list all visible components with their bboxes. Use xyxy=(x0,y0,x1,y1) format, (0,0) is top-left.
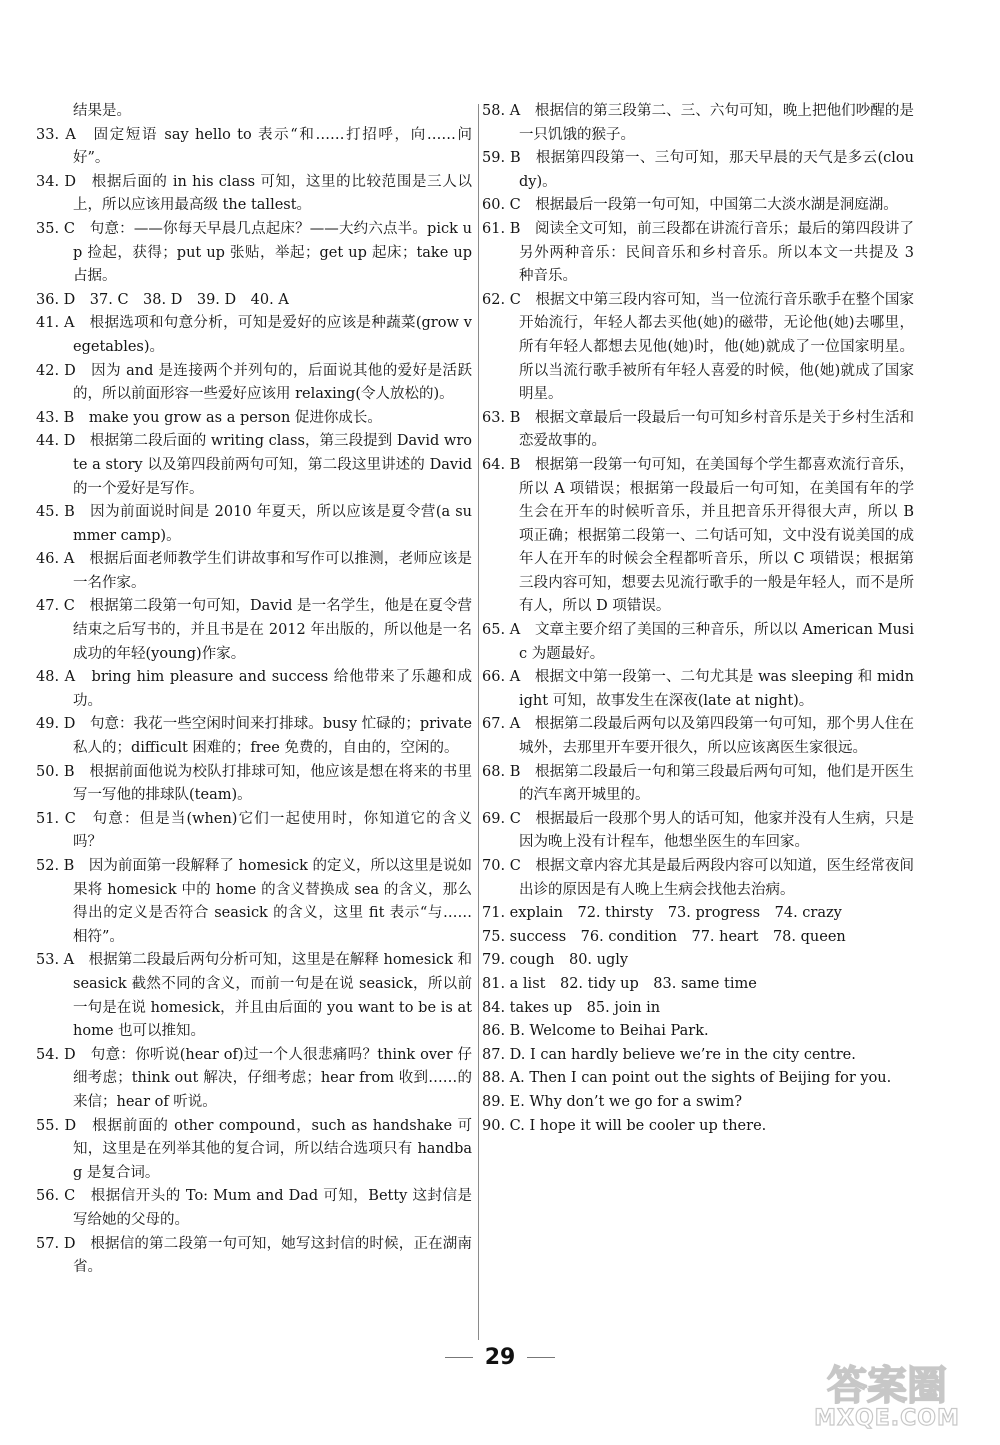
answer-column-left xyxy=(36,100,472,1280)
answer-item: 86. B. Welcome to Beihai Park. xyxy=(482,1023,709,1040)
answer-item: 结果是。 xyxy=(73,103,131,119)
answer-column-right xyxy=(482,100,914,1138)
answer-item: 87. D. I can hardly believe we’re in the city centre. xyxy=(482,1046,856,1063)
footer-dash-right xyxy=(527,1357,555,1358)
answer-item: 53. A 根据第二段最后两句分析可知，这里是在解释 homesick 和 seasick 截然不同的含义，而前一句是在说 seasick，所以前一句是在说 homesick，并且由后面的 you want to be is at home 也可以推知。 xyxy=(36,952,472,1040)
answer-item: 65. A 文章主要介绍了美国的三种音乐，所以以 American Music 为题最好。 xyxy=(482,622,914,662)
answer-item: 81. a list 82. tidy up 83. same time xyxy=(482,975,757,992)
answer-item: 67. A 根据第二段最后两句以及第四段第一句可知，那个男人住在城外，去那里开车要开很久，所以应该离医生家很远。 xyxy=(482,716,914,757)
answer-item: 54. D 句意：你听说(hear of)过一个人很悲痛吗？think over 仔细考虑；think out 解决，仔细考虑；hear from 收到……的来信；hear of 听说。 xyxy=(36,1046,472,1110)
page-number: 29 xyxy=(484,1344,516,1370)
answer-item: 75. success 76. condition 77. heart 78. queen xyxy=(482,928,846,945)
answer-item: 63. B 根据文章最后一段最后一句可知乡村音乐是关于乡村生活和恋爱故事的。 xyxy=(482,409,914,450)
answer-item: 50. B 根据前面他说为校队打排球可知，他应该是想在将来的书里写一写他的排球队(team)。 xyxy=(36,763,472,804)
answer-item: 49. D 句意：我花一些空闲时间来打排球。busy 忙碌的；private 私人的；difficult 困难的；free 免费的，自由的，空闲的。 xyxy=(36,716,472,757)
answer-item: 43. B make you grow as a person 促进你成长。 xyxy=(36,409,382,426)
answer-item: 79. cough 80. ugly xyxy=(482,952,629,969)
answer-item: 46. A 根据后面老师教学生们讲故事和写作可以推测，老师应该是一名作家。 xyxy=(36,551,472,591)
watermark-logo xyxy=(792,1355,982,1431)
answer-item: 71. explain 72. thirsty 73. progress 74. crazy xyxy=(482,905,842,922)
answer-item: 42. D 因为 and 是连接两个并列句的，后面说其他的爱好是活跃的，所以前面形容一些爱好应该用 relaxing(令人放松的)。 xyxy=(36,362,472,403)
answer-item: 84. takes up 85. join in xyxy=(482,999,661,1016)
answer-item: 52. B 因为前面第一段解释了 homesick 的定义，所以这里是说如果将 homesick 中的 home 的含义替换成 sea 的含义，那么得出的定义是否符合 seasick 的含义，这里 fit 表示“与……相符”。 xyxy=(36,858,472,945)
watermark-url: MXQE.COM xyxy=(814,1406,960,1431)
answer-item: 66. A 根据文中第一段第一、二句尤其是 was sleeping 和 midnight 可知，故事发生在深夜(late at night)。 xyxy=(482,669,914,709)
answer-item: 34. D 根据后面的 in his class 可知，这里的比较范围是三人以上，所以应该用最高级 the tallest。 xyxy=(36,173,472,214)
answer-item: 55. D 根据前面的 other compound，such as handshake 可知，这里是在列举其他的复合词，所以结合选项只有 handbag 是复合词。 xyxy=(36,1117,472,1181)
watermark-chars: 答案圈 xyxy=(827,1363,947,1409)
answer-item: 58. A 根据信的第三段第二、三、六句可知，晚上把他们吵醒的是一只饥饿的猴子。 xyxy=(482,103,914,143)
answer-item: 51. C 句意：但是当(when)它们一起使用时，你知道它的含义吗？ xyxy=(36,810,472,851)
answer-item: 57. D 根据信的第二段第一句可知，她写这封信的时候，正在湖南省。 xyxy=(36,1235,472,1276)
answer-item: 89. E. Why don’t we go for a swim? xyxy=(482,1093,743,1110)
answer-item: 61. B 阅读全文可知，前三段都在讲流行音乐；最后的第四段讲了另外两种音乐：民间音乐和乡村音乐。所以本文一共提及 3 种音乐。 xyxy=(482,220,914,285)
answer-item: 59. B 根据第四段第一、三句可知，那天早晨的天气是多云(cloudy)。 xyxy=(482,150,914,190)
answer-item: 68. B 根据第二段最后一句和第三段最后两句可知，他们是开医生的汽车离开城里的。 xyxy=(482,763,914,804)
answer-item: 36. D 37. C 38. D 39. D 40. A xyxy=(36,291,289,308)
answer-item: 35. C 句意：——你每天早晨几点起床？——大约六点半。pick up 捡起，获得；put up 张贴，举起；get up 起床；take up 占据。 xyxy=(36,220,472,285)
answer-item: 41. A 根据选项和句意分析，可知是爱好的应该是种蔬菜(grow vegetables)。 xyxy=(36,315,472,355)
answer-item: 47. C 根据第二段第一句可知，David 是一名学生，他是在夏令营结束之后写书的，并且书是在 2012 年出版的，所以他是一名成功的年轻(young)作家。 xyxy=(36,598,472,662)
answer-item: 90. C. I hope it will be cooler up there. xyxy=(482,1117,767,1134)
answer-item: 44. D 根据第二段后面的 writing class，第三段提到 David wrote a story 以及第四段前两句可知，第二段这里讲述的 David 的一个爱好是写作。 xyxy=(36,433,472,497)
answer-item: 64. B 根据第一段第一句可知，在美国每个学生都喜欢流行音乐，所以 A 项错误；根据第一段最后一句可知，在美国有年的学生会在开车的时候听音乐，并且把音乐开得很大声，所以 B 项正确；根据第二段第一、二句话可知，文中没有说美国的成年人在开车的时候会全程都听音乐，所以 C 项错误；根据第三段内容可知，想要去见流行歌手的一般是年轻人，而不是所有人，所以 D 项错误。 xyxy=(482,456,914,615)
answer-item: 69. C 根据最后一段那个男人的话可知，他家并没有人生病，只是因为晚上没有计程车，他想坐医生的车回家。 xyxy=(482,810,914,851)
answer-item: 70. C 根据文章内容尤其是最后两段内容可以知道，医生经常夜间出诊的原因是有人晚上生病会找他去治病。 xyxy=(482,858,914,898)
answer-item: 60. C 根据最后一段第一句可知，中国第二大淡水湖是洞庭湖。 xyxy=(482,197,898,214)
answer-item: 48. A bring him pleasure and success 给他带来了乐趣和成功。 xyxy=(36,669,472,709)
column-divider xyxy=(478,104,479,1340)
answer-item: 88. A. Then I can point out the sights of Beijing for you. xyxy=(482,1070,892,1087)
answer-item: 45. B 因为前面说时间是 2010 年夏天，所以应该是夏令营(a summer camp)。 xyxy=(36,504,472,544)
answer-item: 56. C 根据信开头的 To: Mum and Dad 可知，Betty 这封信是写给她的父母的。 xyxy=(36,1188,472,1228)
answer-item: 33. A 固定短语 say hello to 表示“和……打招呼，向……问好”。 xyxy=(36,126,472,167)
answer-item: 62. C 根据文中第三段内容可知，当一位流行音乐歌手在整个国家开始流行，年轻人都去买他(她)的磁带，无论他(她)去哪里，所有年轻人都想去见他(她)时，他(她)就成了一位国家明星。所以当流行歌手被所有年轻人喜爱的时候，他(她)就成了国家明星。 xyxy=(482,291,914,403)
footer-dash-left xyxy=(445,1357,473,1358)
